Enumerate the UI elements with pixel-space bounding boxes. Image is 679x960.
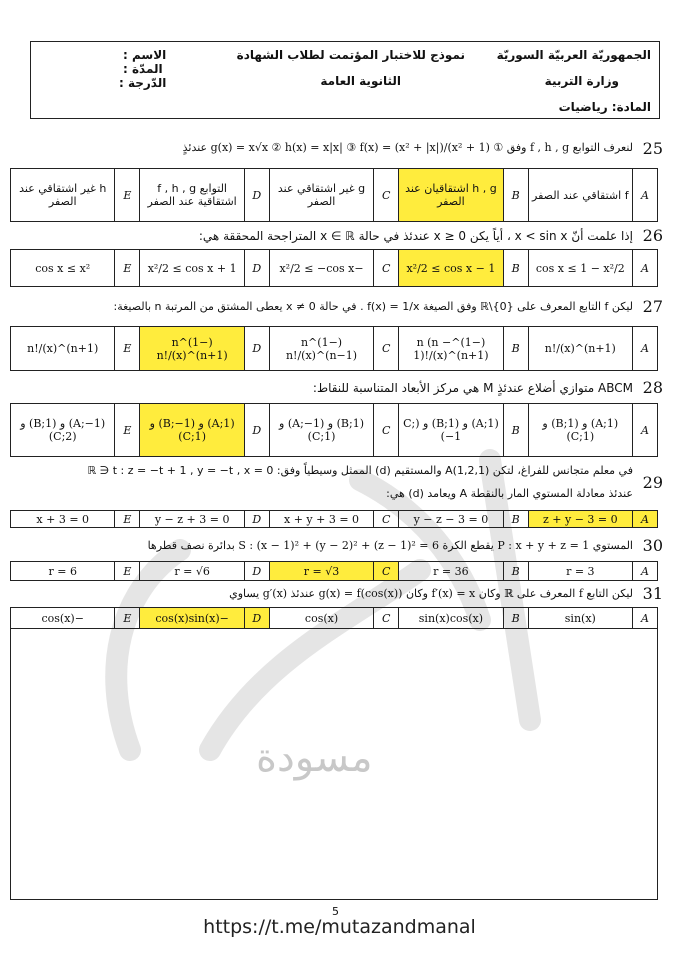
question-text: المستوي P : x + y + z = 1 يقطع الكرة S : (x − 1)² + (y − 2)² + (z − 1)² = 6 بدائرة نصف قطرها [147,539,633,552]
option-letter: B [503,250,528,287]
options-row-29 [10,510,658,528]
option-letter: C [374,250,399,287]
option-27-C[interactable]: (−1)^n n!/(x)^(n−1) [269,327,373,371]
option-25-A[interactable]: f اشتقاقي عند الصفر [528,169,632,222]
option-letter: E [115,562,140,581]
options-row-26 [10,249,658,287]
option-30-C[interactable]: r = √3 [269,562,373,581]
question-26 [14,226,663,248]
option-letter: B [503,608,528,629]
option-letter: C [374,169,399,222]
option-25-E[interactable]: h غير اشتقاقي عند الصفر [11,169,115,222]
option-27-D[interactable]: (−1)^n n!/(x)^(n+1) [140,327,244,371]
option-30-D[interactable]: r = √6 [140,562,244,581]
options-row-28 [10,403,658,457]
question-number: 30 [642,536,663,555]
grade-label: الدّرجة : [119,76,167,90]
name-label: الاسم : [123,48,167,62]
option-31-C[interactable]: cos(x) [269,608,373,629]
option-letter: A [633,608,658,629]
option-letter: D [244,404,269,457]
question-text: ليكن التابع f المعرف على ℝ وكان f′(x) = x وكان g(x) = f(cos(x)) عندئذ g′(x) يساوي [229,587,633,600]
option-26-E[interactable]: cos x ≤ x² [11,250,115,287]
options-row-27 [10,326,658,371]
option-letter: A [633,169,658,222]
option-letter: E [115,608,140,629]
question-text-line1: في معلم متجانس للفراغ، لتكن A(1,2,1) والمستقيم (d) الممثل وسيطياً وفق: ℝ ∋ t : z = −t + 1 , y = −t , x = 0 [87,464,633,477]
question-30 [14,535,663,559]
question-number: 28 [642,378,663,397]
option-letter: D [244,511,269,528]
options-row-31 [10,607,658,629]
option-29-D[interactable]: y − z + 3 = 0 [140,511,244,528]
option-26-B[interactable]: 1 − x²/2 ≤ cos x [399,250,503,287]
option-letter: D [244,169,269,222]
question-31 [14,584,663,606]
option-letter: C [374,608,399,629]
question-number: 27 [642,297,663,316]
option-29-B[interactable]: y − z − 3 = 0 [399,511,503,528]
option-28-E[interactable]: (A;−1) و (B;1) و (C;2) [11,404,115,457]
option-letter: D [244,562,269,581]
option-30-A[interactable]: r = 3 [528,562,632,581]
option-28-D[interactable]: (A;1) و (B;−1) و (C;1) [140,404,244,457]
option-26-A[interactable]: cos x ≤ 1 − x²/2 [528,250,632,287]
option-26-D[interactable]: 1 + x²/2 ≤ cos x [140,250,244,287]
options-row-30 [10,561,658,581]
question-text: ABCM متوازي أضلاع عندئذٍ M هي مركز الأبعاد المتناسبة للنقاط: [312,381,633,395]
option-letter: C [374,562,399,581]
model-title: نموذج للاختبار المؤتمت لطلاب الشهادة [236,48,465,62]
ministry-label: وزارة التربية [544,74,619,88]
level-label: الثانوية العامة [320,74,401,88]
option-letter: D [244,608,269,629]
option-letter: E [115,511,140,528]
option-letter: A [633,250,658,287]
republic-label: الجمهوريّة العربيّة السوريّة [496,48,651,62]
option-letter: B [503,562,528,581]
option-letter: B [503,327,528,371]
question-25 [14,133,663,167]
option-letter: B [503,404,528,457]
duration-label: المدّة : [123,62,163,76]
footer-url[interactable]: https://t.me/mutazandmanal [203,916,476,938]
option-29-E[interactable]: x + 3 = 0 [11,511,115,528]
option-30-B[interactable]: r = 36 [399,562,503,581]
draft-watermark: مسودة [256,735,373,781]
option-letter: E [115,169,140,222]
option-letter: A [633,327,658,371]
option-29-A[interactable]: z + y − 3 = 0 [528,511,632,528]
question-text-line2: عندئذ معادلة المستوي المار بالنقطة A ويعامد (d) هي: [386,487,633,500]
option-28-A[interactable]: (A;1) و (B;1) و (C;1) [528,404,632,457]
option-letter: A [633,511,658,528]
option-25-C[interactable]: g غير اشتقاقي عند الصفر [269,169,373,222]
options-row-25 [10,168,658,222]
option-25-D[interactable]: التوابع f , h , g اشتقاقية عند الصفر [140,169,244,222]
option-letter: E [115,250,140,287]
option-letter: A [633,562,658,581]
option-letter: B [503,169,528,222]
question-number: 31 [642,584,663,603]
question-number: 29 [642,473,663,492]
question-number: 26 [642,226,663,245]
question-number: 25 [642,139,663,158]
question-text: ليكن f التابع المعرف على ℝ\{0} وفق الصيغة f(x) = 1/x . في حالة x ≠ 0 يعطى المشتق من المرتبة n بالصيغة: [113,300,633,313]
option-28-B[interactable]: (A;1) و (B;1) و (C;−1) [399,404,503,457]
question-text: إذا علمت أنّ x < sin x ، أياً يكن x ≥ 0 عندئذ في حالة x ∈ ℝ المتراجحة المحققة هي: [198,229,633,243]
option-30-E[interactable]: r = 6 [11,562,115,581]
page-number: 5 [332,905,339,918]
option-letter: A [633,404,658,457]
question-29 [14,461,663,507]
option-26-C[interactable]: −x²/2 ≤ −cos x [269,250,373,287]
option-25-B[interactable]: h , g اشتقاقيان عند الصفر [399,169,503,222]
option-31-D[interactable]: −cos(x)sin(x) [140,608,244,629]
option-letter: B [503,511,528,528]
option-27-B[interactable]: (−1)^n (n − 1)!/(x)^(n+1) [399,327,503,371]
option-27-E[interactable]: n!/(x)^(n+1) [11,327,115,371]
question-27 [14,292,663,324]
option-letter: C [374,327,399,371]
option-31-E[interactable]: −cos(x) [11,608,115,629]
option-letter: C [374,404,399,457]
subject-label: المادة: رياضيات [558,100,651,114]
option-27-A[interactable]: n!/(x)^(n+1) [528,327,632,371]
option-letter: E [115,404,140,457]
option-29-C[interactable]: x + y + 3 = 0 [269,511,373,528]
question-28 [14,376,663,400]
option-letter: C [374,511,399,528]
option-31-A[interactable]: sin(x) [528,608,632,629]
question-text: لنعرف التوابع f , h , g وفق ① g(x) = x√x ② h(x) = x|x| ③ f(x) = (x² + |x|)/(x² + 1) عندئذٍ [182,141,633,154]
option-letter: D [244,250,269,287]
option-letter: E [115,327,140,371]
exam-header [30,41,660,119]
option-letter: D [244,327,269,371]
option-31-B[interactable]: sin(x)cos(x) [399,608,503,629]
option-28-C[interactable]: (B;1) و (A;−1) و (C;1) [269,404,373,457]
